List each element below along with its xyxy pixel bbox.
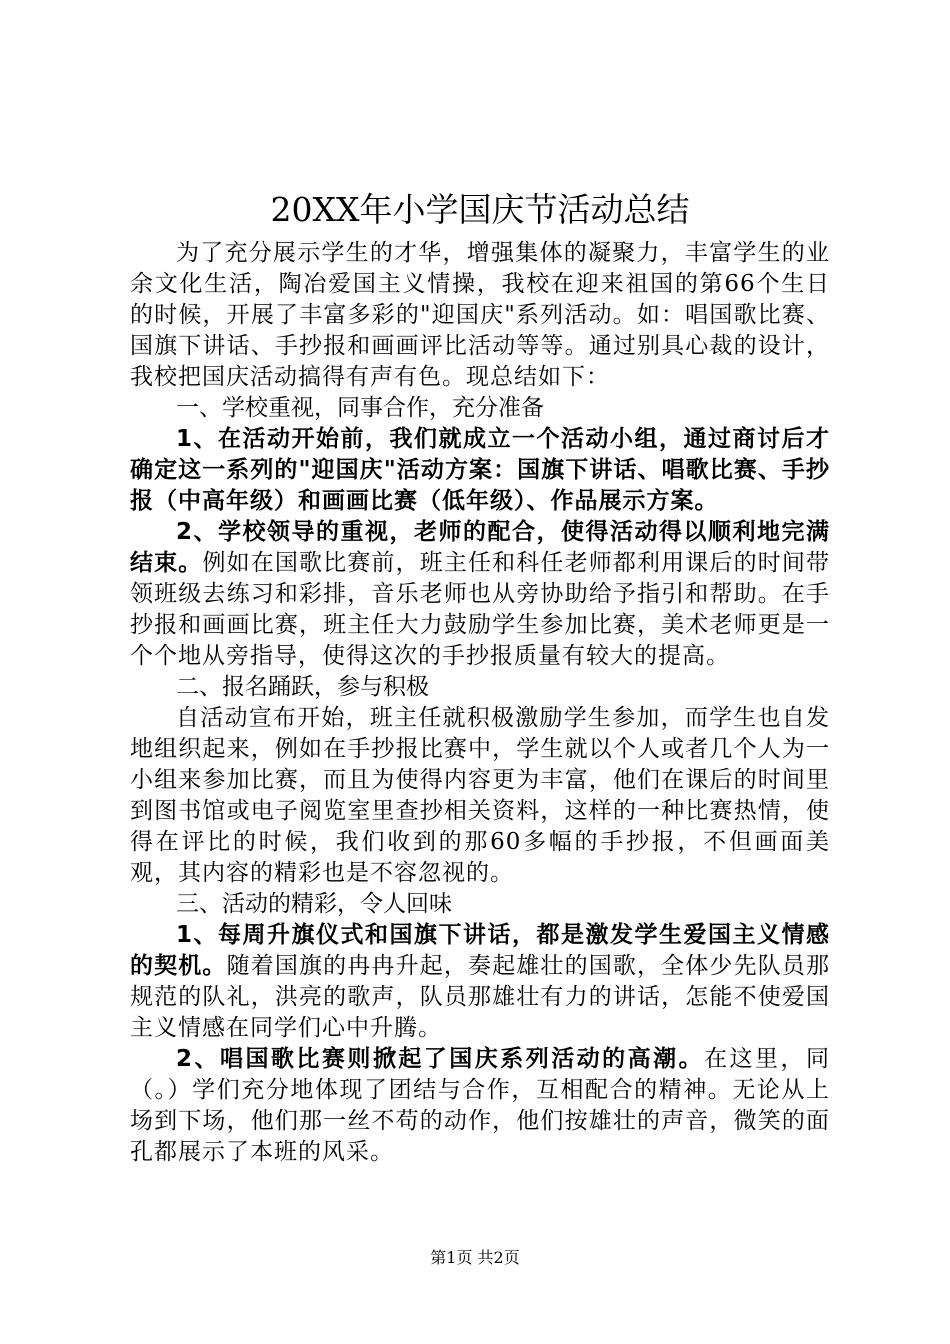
section-heading-2: 二、报名踊跃，参与积极 <box>176 674 429 700</box>
document-page <box>130 188 830 1168</box>
section-1-item-2 <box>130 517 830 672</box>
section-1-item-1 <box>130 424 830 517</box>
paragraph-lead: 1、每周升旗仪式和国旗下讲话，都是激发学生爱国主义情感的契机。 <box>130 922 830 979</box>
paragraph-lead: 1、在活动开始前，我们就成立一个活动小组，通过商讨后才确定这一系列的"迎国庆"活动方案：国旗下讲话、唱歌比赛、手抄报（中高年级）和画画比赛（低年级）、作品展示方案。 <box>130 426 830 514</box>
document-title: 20XX年小学国庆节活动总结 <box>270 190 690 229</box>
paragraph-lead: 2、唱国歌比赛则掀起了国庆系列活动的高潮。 <box>176 1046 705 1072</box>
page-number-footer: 第1页 共2页 <box>430 1248 520 1267</box>
intro-paragraph <box>130 238 830 393</box>
paragraph-text: 例如在国歌比赛前，班主任和科任老师都利用课后的时间带领班级去练习和彩排，音乐老师也从旁协助给予指引和帮助。在手抄报和画画比赛，班主任大力鼓励学生参加比赛，美术老师更是一个个地从旁指导，使得这次的手抄报质量有较大的提高。 <box>130 550 831 669</box>
paragraph-text: 为了充分展示学生的才华，增强集体的凝聚力，丰富学生的业余文化生活，陶冶爱国主义情操，我校在迎来祖国的第66个生日的时候，开展了丰富多彩的"迎国庆"系列活动。如：唱国歌比赛、国旗下讲话、手抄报和画画评比活动等等。通过别具心裁的设计，我校把国庆活动搞得有声有色。现总结如下： <box>130 240 830 390</box>
paragraph-text: 自活动宣布开始，班主任就积极激励学生参加，而学生也自发地组织起来，例如在手抄报比赛中，学生就以个人或者几个人为一小组来参加比赛，而且为使得内容更为丰富，他们在课后的时间里到图书馆或电子阅览室里查抄相关资料，这样的一种比赛热情，使得在评比的时候，我们收到的那60多幅的手抄报，不但画面美观，其内容的精彩也是不容忽视的。 <box>130 705 830 886</box>
paragraph-text: 随着国旗的冉冉升起，奏起雄壮的国歌，全体少先队员那规范的队礼，洪亮的歌声，队员那雄壮有力的讲话，怎能不使爱国主义情感在同学们心中升腾。 <box>130 953 831 1041</box>
paragraph-lead: 2、学校领导的重视，老师的配合，使得活动得以顺利地完满结束。 <box>130 519 830 576</box>
paragraph-text: 在这里，同（。）学们充分地体现了团结与合作，互相配合的精神。无论从上场到下场，他们那一丝不苟的动作，他们按雄壮的声音，微笑的面孔都展示了本班的风采。 <box>130 1046 830 1165</box>
section-heading-1: 一、学校重视，同事合作，充分准备 <box>176 395 544 421</box>
section-3-item-1 <box>130 920 830 1044</box>
section-2-paragraph <box>130 703 830 889</box>
section-3-item-2 <box>130 1044 830 1168</box>
section-heading-3: 三、活动的精彩，令人回味 <box>176 891 452 917</box>
